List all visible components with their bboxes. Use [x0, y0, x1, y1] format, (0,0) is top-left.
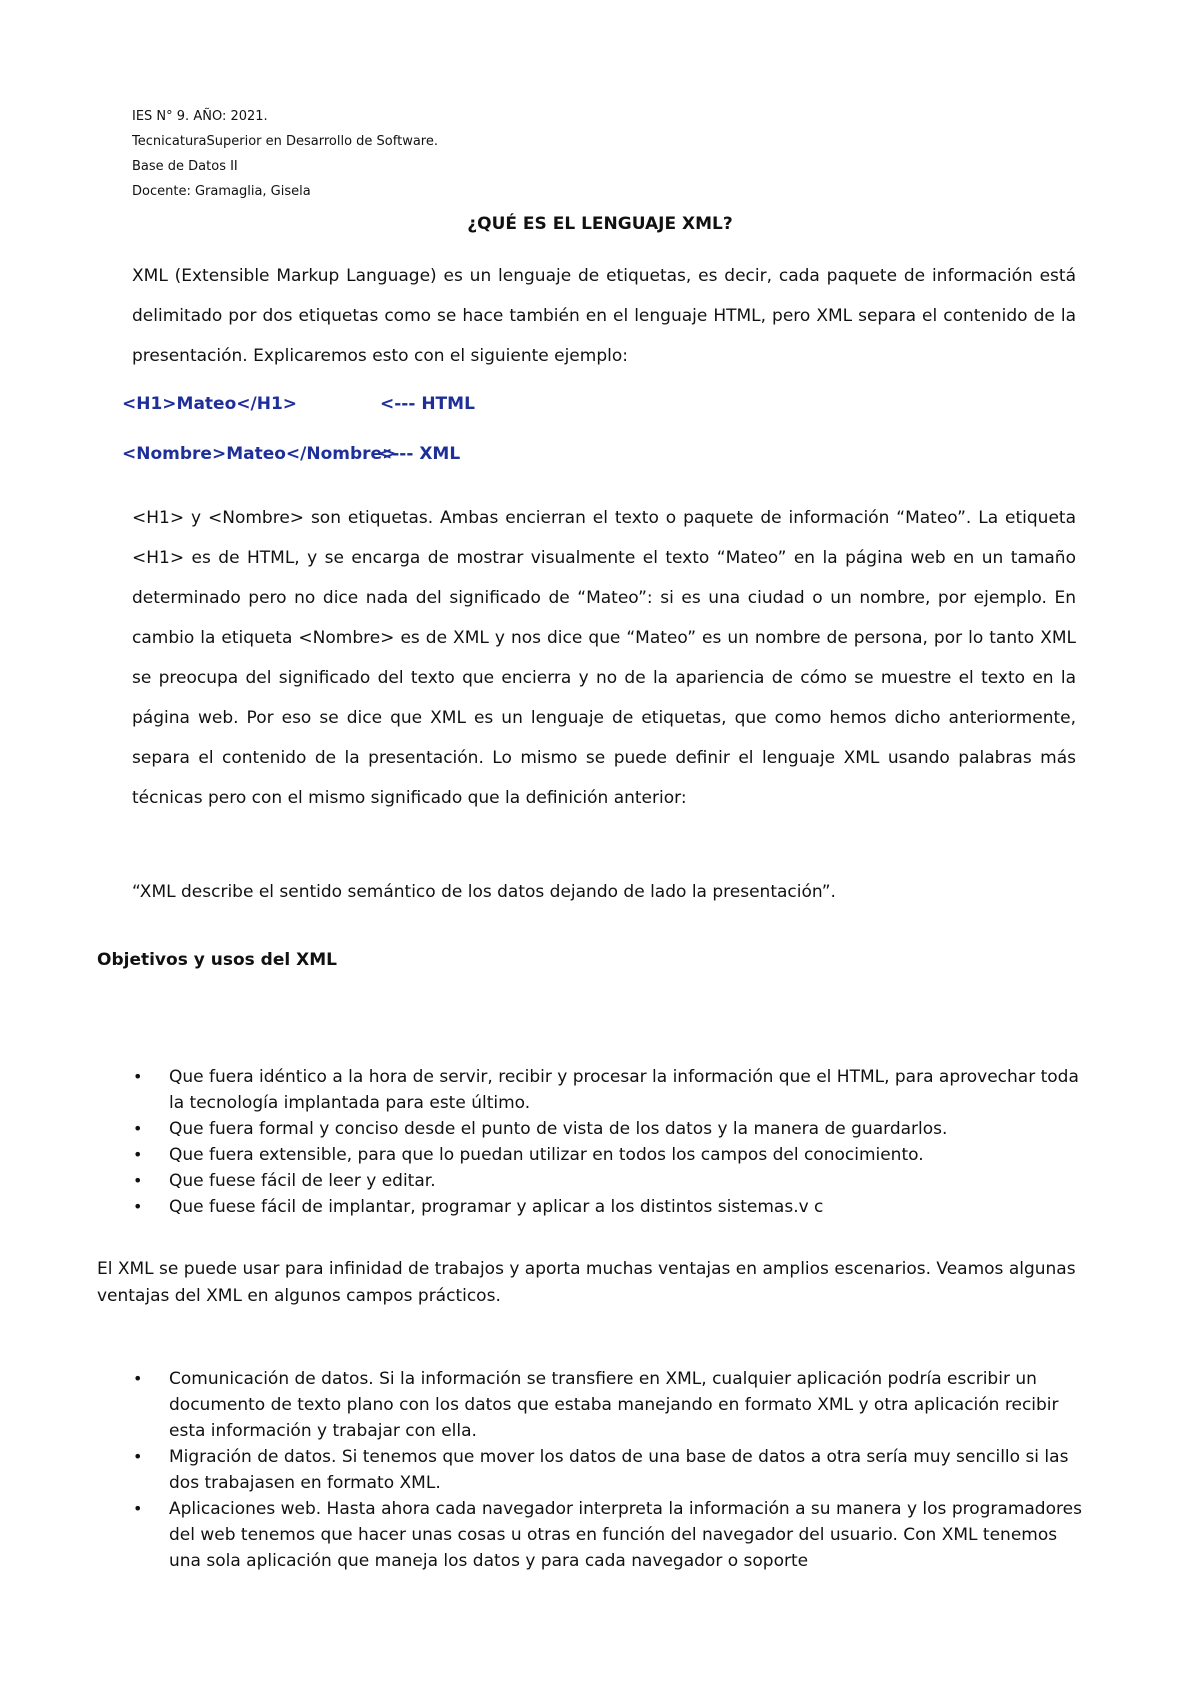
uses-intro-paragraph: El XML se puede usar para infinidad de trabajos y aporta muchas ventajas en amplios escenarios. Veamos algunas ventajas del XML en algunos campos prácticos.	[97, 1259, 1076, 1306]
explanation-paragraph: <H1> y <Nombre> son etiquetas. Ambas encierran el texto o paquete de información “Mateo”. La etiqueta <H1> es de HTML, y se encarga de mostrar visualmente el texto “Mateo” en la página web en un tamaño determinado pero no dice nada del significado de “Mateo”: si es una ciudad o un nombre, por ejemplo. En cambio la etiqueta <Nombre> es de XML y nos dice que “Mateo” es un nombre de persona, por lo tanto XML se preocupa del significado del texto que encierra y no de la apariencia de cómo se muestre el texto en la página web. Por eso se dice que XML es un lenguaje de etiquetas, que como hemos dicho anteriormente, separa el contenido de la presentación. Lo mismo se puede definir el lenguaje XML usando palabras más técnicas pero con el mismo significado que la definición anterior:	[132, 508, 1076, 808]
html-example-code: <H1>Mateo</H1>	[122, 394, 298, 414]
document-header	[132, 104, 438, 204]
list-item-text: Aplicaciones web. Hasta ahora cada navegador interpreta la información a su manera y los programadores del web tenemos que hacer unas cosas u otras en función del navegador del usuario. Con XML tenemos una sola aplicación que maneja los datos y para cada navegador o soporte	[169, 1499, 1082, 1571]
list-item-text: Migración de datos. Si tenemos que mover los datos de una base de datos a otra sería muy sencillo si las dos trabajasen en formato XML.	[169, 1447, 1069, 1493]
header-career: TecnicaturaSuperior en Desarrollo de Software.	[132, 134, 438, 149]
bullet-icon: •	[133, 1369, 143, 1388]
bullet-icon: •	[133, 1499, 143, 1518]
list-item	[97, 1194, 1087, 1220]
list-item-text: Que fuera extensible, para que lo puedan utilizar en todos los campos del conocimiento.	[169, 1145, 924, 1165]
list-item-text: Que fuese fácil de leer y editar.	[169, 1171, 436, 1191]
document-title: ¿QUÉ ES EL LENGUAJE XML?	[467, 214, 733, 234]
definition-quote: “XML describe el sentido semántico de los datos dejando de lado la presentación”.	[132, 882, 836, 902]
list-item-text: Que fuera idéntico a la hora de servir, recibir y procesar la información que el HTML, para aprovechar toda la tecnología implantada para este último.	[169, 1067, 1079, 1113]
bullet-icon: •	[133, 1197, 143, 1216]
list-item-text: Que fuera formal y conciso desde el punto de vista de los datos y la manera de guardarlos.	[169, 1119, 948, 1139]
header-institution: IES N° 9. AÑO: 2021.	[132, 109, 268, 124]
list-item	[97, 1366, 1087, 1444]
bullet-icon: •	[133, 1119, 143, 1138]
header-subject: Base de Datos II	[132, 159, 238, 174]
bullet-icon: •	[133, 1145, 143, 1164]
list-item	[97, 1116, 1087, 1142]
list-item	[97, 1142, 1087, 1168]
header-teacher: Docente: Gramaglia, Gisela	[132, 184, 311, 199]
xml-example-label: <--- XML	[378, 444, 461, 464]
section-title: Objetivos y usos del XML	[97, 950, 337, 970]
list-item	[97, 1168, 1087, 1194]
intro-paragraph: XML (Extensible Markup Language) es un lenguaje de etiquetas, es decir, cada paquete de información está delimitado por dos etiquetas como se hace también en el lenguaje HTML, pero XML separa el contenido de la presentación. Explicaremos esto con el siguiente ejemplo:	[132, 266, 1076, 366]
uses-list	[97, 1366, 1087, 1574]
xml-example-code: <Nombre>Mateo</Nombre>	[122, 444, 397, 464]
list-item	[97, 1444, 1087, 1496]
list-item-text: Que fuese fácil de implantar, programar y aplicar a los distintos sistemas.v c	[169, 1197, 824, 1217]
html-example-label: <--- HTML	[380, 394, 475, 414]
list-item-text: Comunicación de datos. Si la información se transfiere en XML, cualquier aplicación podría escribir un documento de texto plano con los datos que estaba manejando en formato XML y otra aplicación recibir esta información y trabajar con ella.	[169, 1369, 1059, 1441]
objectives-list	[97, 1064, 1087, 1220]
list-item	[97, 1496, 1087, 1574]
list-item	[97, 1064, 1087, 1116]
bullet-icon: •	[133, 1447, 143, 1466]
bullet-icon: •	[133, 1171, 143, 1190]
bullet-icon: •	[133, 1067, 143, 1086]
